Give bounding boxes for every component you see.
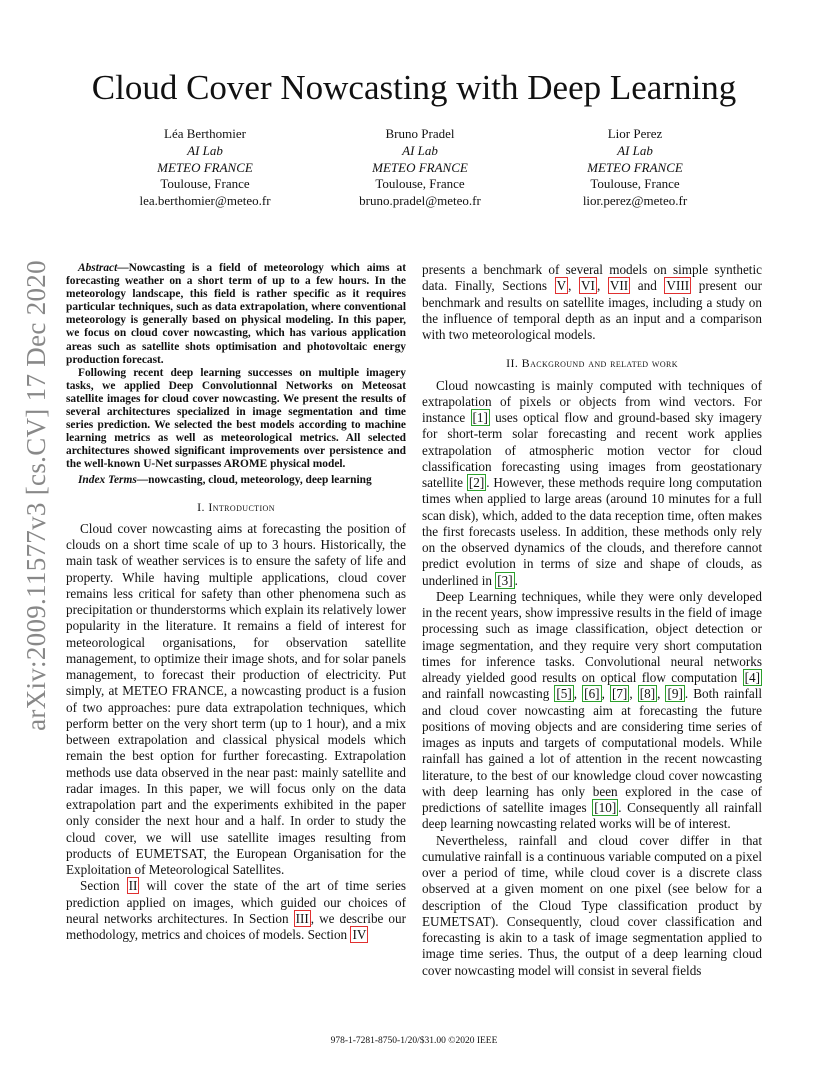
author-3 <box>530 126 740 210</box>
text-run: and <box>630 278 665 294</box>
text-run: present our benchmark and results on satellite images, including a study on the influence of temporal depth as an input and a comparison with two meteorological models. <box>422 278 762 342</box>
text-run: , <box>568 278 580 294</box>
section-number: I. <box>197 499 205 514</box>
section-link-vi[interactable]: VI <box>581 278 595 294</box>
background-paragraph-1 <box>422 378 762 589</box>
text-run: . Consequently all rainfall deep learning nowcasting related works will be of interest. <box>422 800 763 832</box>
author-org: METEO FRANCE <box>587 159 683 175</box>
text-run: uses optical flow and ground-based sky imagery for short-term solar forecasting and recent work applies extrapolation of atmospheric motion vector for cloud classification forecasting using images from geostationary satellite <box>422 410 762 490</box>
citation-link-1[interactable]: [1] <box>472 410 488 425</box>
author-name: Lior Perez <box>607 126 663 141</box>
author-org: METEO FRANCE <box>372 159 468 175</box>
text-run: Cloud nowcasting is mainly computed with techniques of extrapolation of pixels or objects from wind vectors. For instance <box>422 377 762 425</box>
intro-continuation <box>422 262 762 343</box>
text-run: and rainfall nowcasting <box>422 686 555 702</box>
author-email[interactable]: bruno.pradel@meteo.fr <box>359 193 481 209</box>
text-run: , we describe our methodology, metrics and choices of models. Section <box>66 910 406 943</box>
index-terms-label: Index Terms <box>78 473 137 486</box>
arxiv-stamp-text: arXiv:2009.11577v3 [cs.CV] 17 Dec 2020 <box>20 259 51 731</box>
citation-link-10[interactable]: [10] <box>594 800 617 815</box>
author-name: Bruno Pradel <box>385 126 455 141</box>
author-city: Toulouse, France <box>590 176 680 192</box>
abstract-paragraph-1 <box>66 262 406 367</box>
left-column <box>66 262 406 943</box>
intro-paragraph-2 <box>66 878 406 943</box>
author-org: METEO FRANCE <box>157 159 253 175</box>
citation-link-4[interactable]: [4] <box>744 670 760 685</box>
text-run: Section <box>80 878 127 894</box>
right-column <box>422 262 762 979</box>
author-lab: AI Lab <box>402 142 438 158</box>
author-email[interactable]: lior.perez@meteo.fr <box>582 193 688 209</box>
section-link-v[interactable]: V <box>556 278 567 294</box>
section-link-ii[interactable]: II <box>128 878 138 894</box>
text-run: will cover the state of the art of time series prediction applied on images, which guided our choices of neural networks architectures. In Section <box>66 878 406 926</box>
author-city: Toulouse, France <box>160 176 250 192</box>
citation-link-9[interactable]: [9] <box>667 686 683 702</box>
abstract-label: Abstract <box>78 262 118 274</box>
citation-link-2[interactable]: [2] <box>468 475 485 490</box>
intro-paragraph-1: Cloud cover nowcasting aims at forecasting the position of clouds on a short time scale of up to 3 hours. Historically, the main task of weather services is to ensure the safety of life and property. While having multiple applications, cloud cover remains less critical for safety than other phenomena such as precipitation or thunderstorms which explain its relatively lower popularity in the literature. It remains a field of interest for meteorological organisations, for observation satellite management, to optimize their image shots, and for solar panels management, to forecast their production of electricity. Put simply, at METEO FRANCE, a nowcasting product is a fusion of two approaches: pure data extrapolation techniques, which perform better on the very short term (up to 1 hour), and a mix between extrapolation and classical physical models which remain the best option for further forecasting. Extrapolation methods use data observed in the near past: mainly satellite and radar images. In this paper, we will focus only on the data extrapolation part and the experiments exhibited in the paper only consider the next hour and a half. In order to study the cloud cover, we will use satellite images resulting from products of EUMETSAT, the European Organisation for the Exploitation of Meteorological Satellites. <box>66 520 406 878</box>
section-heading-introduction <box>66 499 406 515</box>
section-heading-background <box>422 355 762 371</box>
background-paragraph-2: Deep Learning techniques, while they were only developed in the recent years, show impressive results in the field of image processing such as image classification, object detection or image segmentation, and they require very short computation times for inference tasks. Convolutional neural networks already yielded good results on optical flow computation [4] and rainfall nowcasting [5] , [6] , [7] , [8] , [9] . Both rainfall and cloud cover nowcasting aim at forecasting the future positions of moving objects and are considering time series of images as inputs and targets of computational models. While rainfall has gained a lot of attention in the recent nowcasting literature, to the best of our knowledge cloud cover nowcasting with deep learning has only been explored in the case of predictions of satellite images [10] . Consequently all rainfall deep learning nowcasting related works will be of interest. <box>422 588 763 832</box>
section-link-iv[interactable]: IV <box>352 927 367 943</box>
index-terms <box>66 474 406 487</box>
section-link-vii[interactable]: VII <box>609 278 629 294</box>
author-email[interactable]: lea.berthomier@meteo.fr <box>139 193 271 209</box>
text-run: . <box>514 572 518 588</box>
section-link-viii[interactable]: VIII <box>666 278 690 294</box>
citation-link-3[interactable]: [3] <box>497 572 513 588</box>
author-name: Léa Berthomier <box>164 126 246 141</box>
section-number: II. <box>506 356 519 371</box>
abstract-text-1: —Nowcasting is a field of meteorology which aims at forecasting weather on a short term of up to a few hours. In the meteorology landscape, this field is rather specific as it requires particular techniques, such as data extrapolation, where conventional meteorology is generally based on physical modeling. In this paper, we focus on cloud cover nowcasting, which has various application areas such as satellite shots optimisation and photovoltaic energy production forecast. <box>66 262 406 366</box>
text-run: presents a benchmark of several models on simple synthetic data. Finally, Sections <box>422 262 762 294</box>
section-link-iii[interactable]: III <box>295 910 309 926</box>
abstract <box>66 262 406 472</box>
abstract-paragraph-2: Following recent deep learning successes on multiple imagery tasks, we applied Deep Convolutionnal Networks on Meteosat satellite images for cloud cover nowcasting. We present the results of several architectures specialized in image segmentation and time series prediction. We selected the best models according to machine learning metrics as well as meteorological metrics. All selected architectures showed significant improvements over persistence and the well-known U-Net surpasses AROME physical model. <box>66 366 406 471</box>
author-2 <box>315 126 525 210</box>
text-run: . However, these methods require long computation times when applied to large areas (around 10 minutes for a full scan disk), which, added to the data reception time, often makes the first forecasts useless. In addition, these methods only rely on the observed dynamics of the clouds, and therefore cannot predict evolution in terms of size and shape of clouds, as underlined in <box>422 475 762 588</box>
citation-link-7[interactable]: [7] <box>611 686 628 702</box>
text-run: , <box>596 278 608 294</box>
background-paragraph-3: Nevertheless, rainfall and cloud cover differ in that cumulative rainfall is a continuous variable computed on a pixel over a period of time, while cloud cover is a discrete class observed at a given moment on one pixel (see below for a description of the Cloud Type classification product by EUMETSAT). Consequently, cloud cover classification and forecasting is akin to a task of image segmentation applied to image time series. Thus, the output of a deep learning cloud cover nowcasting model will consist in several fields <box>422 832 762 978</box>
citation-link-8[interactable]: [8] <box>639 686 656 702</box>
text-run: Deep Learning techniques, while they were only developed in the recent years, show impressive results in the field of image processing such as image classification, object detection or image segmentation, and they require very short computation times for inference tasks. Convolutional neural networks already yielded good results on optical flow computation <box>422 588 762 685</box>
section-title: Introduction <box>208 499 275 514</box>
author-1 <box>100 126 310 210</box>
copyright-footer: 978-1-7281-8750-1/20/$31.00 ©2020 IEEE <box>330 1036 498 1046</box>
citation-link-5[interactable]: [5] <box>556 686 572 702</box>
arxiv-stamp <box>22 260 50 730</box>
paper-title: Cloud Cover Nowcasting with Deep Learning <box>91 68 737 107</box>
author-city: Toulouse, France <box>375 176 465 192</box>
author-block <box>100 126 740 210</box>
section-title: Background and related work <box>521 356 678 371</box>
index-terms-text: —nowcasting, cloud, meteorology, deep learning <box>136 473 372 486</box>
text-run: . Both rainfall and cloud cover nowcasting aim at forecasting the future positions of moving objects and are considering time series of images as inputs and targets of computational models. While rainfall has gained a lot of attention in the recent nowcasting literature, to the best of our knowledge cloud cover nowcasting with deep learning has only been explored in the case of predictions of satellite images <box>422 686 763 815</box>
citation-link-6[interactable]: [6] <box>584 686 600 702</box>
author-lab: AI Lab <box>617 142 653 158</box>
author-lab: AI Lab <box>187 142 223 158</box>
